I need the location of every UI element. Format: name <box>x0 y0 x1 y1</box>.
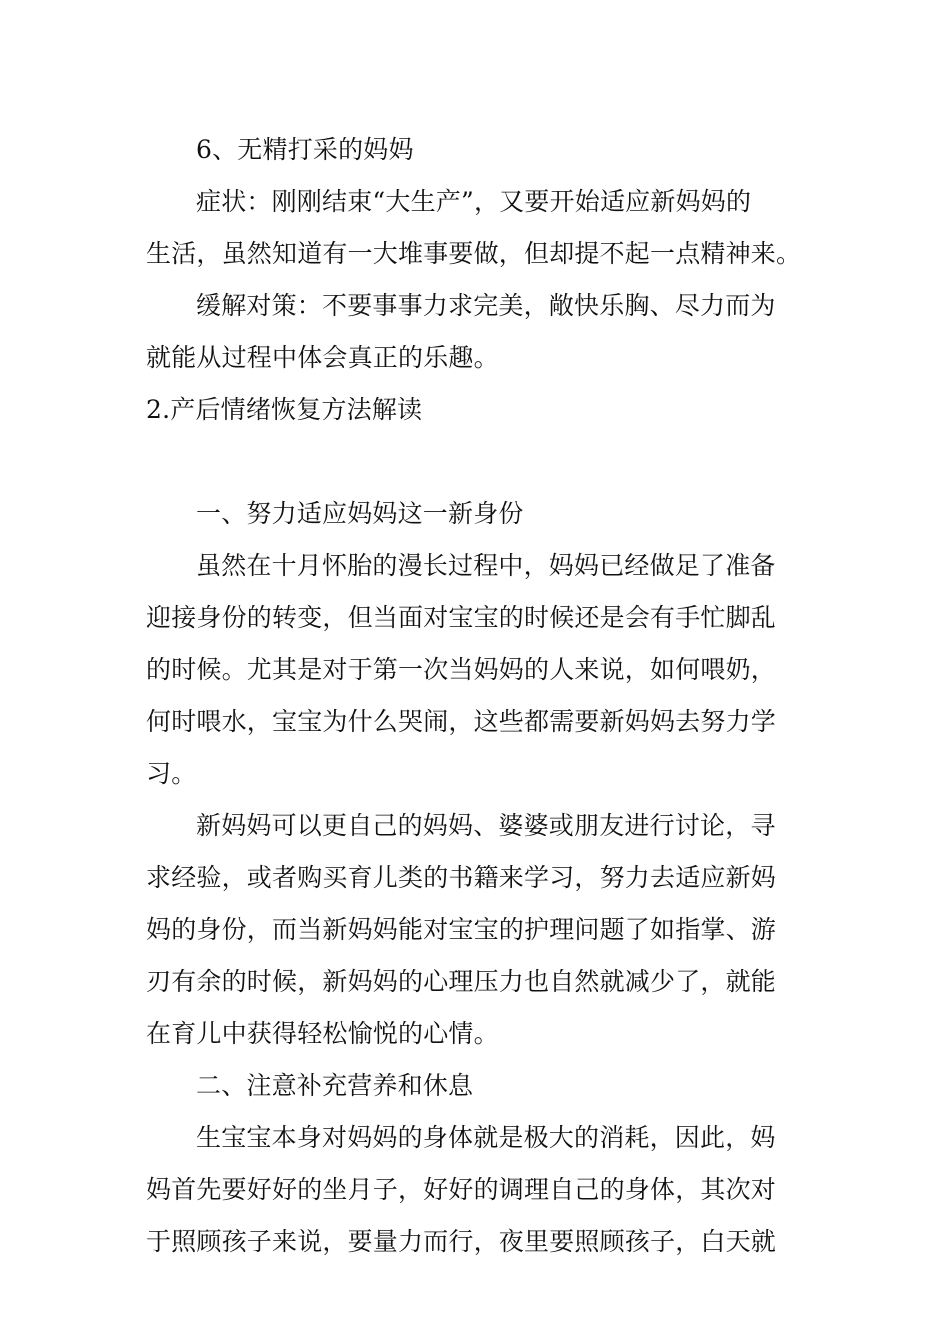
paragraph-line: 虽然在十月怀胎的漫长过程中，妈妈已经做足了准备 <box>196 551 776 580</box>
paragraph-line: 于照顾孩子来说，要量力而行，夜里要照顾孩子，白天就 <box>146 1227 777 1256</box>
paragraph-line: 在育儿中获得轻松愉悦的心情。 <box>146 1019 499 1048</box>
paragraph-line: 何时喂水，宝宝为什么哭闹，这些都需要新妈妈去努力学 <box>146 707 777 736</box>
paragraph-line: 妈的身份，而当新妈妈能对宝宝的护理问题了如指掌、游 <box>146 915 777 944</box>
paragraph-line: 生活，虽然知道有一大堆事要做，但却提不起一点精神来。 <box>146 239 802 268</box>
paragraph-line: 的时候。尤其是对于第一次当妈妈的人来说，如何喂奶， <box>146 655 777 684</box>
paragraph-line: 缓解对策：不要事事力求完美，敞快乐胸、尽力而为 <box>196 291 776 320</box>
paragraph-line: 新妈妈可以更自己的妈妈、婆婆或朋友进行讨论，寻 <box>196 811 776 840</box>
paragraph-line: 习。 <box>146 759 197 788</box>
subheading-1: 一、努力适应妈妈这一新身份 <box>196 499 524 528</box>
paragraph-line: 求经验，或者购买育儿类的书籍来学习，努力去适应新妈 <box>146 863 777 892</box>
paragraph-line: 妈首先要好好的坐月子，好好的调理自己的身体，其次对 <box>146 1175 777 1204</box>
document-page <box>146 124 814 1268</box>
paragraph-line: 症状：刚刚结束“大生产”，又要开始适应新妈妈的 <box>196 187 752 216</box>
section-title: 2.产后情绪恢复方法解读 <box>146 395 423 424</box>
paragraph-line: 刃有余的时候，新妈妈的心理压力也自然就减少了，就能 <box>146 967 777 996</box>
subheading-2: 二、注意补充营养和休息 <box>196 1071 474 1100</box>
blank-spacer <box>146 436 814 488</box>
paragraph-line: 迎接身份的转变，但当面对宝宝的时候还是会有手忙脚乱 <box>146 603 777 632</box>
paragraph-line: 生宝宝本身对妈妈的身体就是极大的消耗，因此，妈 <box>196 1123 776 1152</box>
section-heading-6: 6、无精打采的妈妈 <box>196 135 414 164</box>
paragraph-line: 就能从过程中体会真正的乐趣。 <box>146 343 499 372</box>
